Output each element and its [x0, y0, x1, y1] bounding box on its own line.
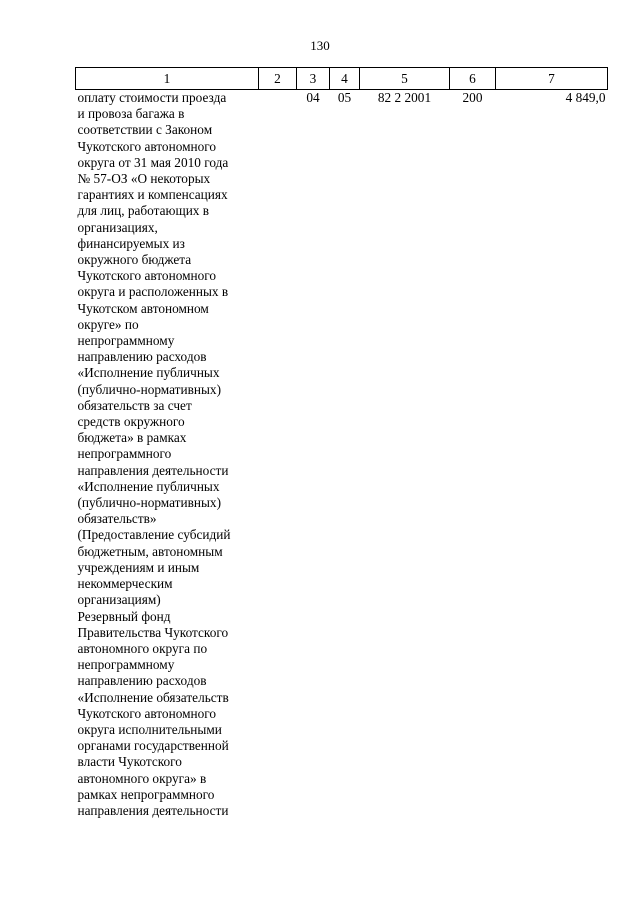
- row-col-2: [259, 609, 297, 820]
- header-col-5: 5: [360, 68, 450, 90]
- header-col-2: 2: [259, 68, 297, 90]
- header-col-4: 4: [330, 68, 360, 90]
- row-col-6: 200: [462, 90, 483, 105]
- row-col-5: 82 2 2001: [377, 90, 432, 105]
- table-row: [76, 609, 608, 820]
- description-text: оплату стоимости проезда и провоза багажа в соответствии с Законом Чукотского автономного округа от 31 мая 2010 года № 57-ОЗ «О некоторых гарантиях и компенсациях для лиц, работающих в организациях, финансируемых из окружного бюджета Чукотского автономного округа и расположенных в Чукотском автономном округе» по непрограммному направлению расходов «Исполнение публичных (публично-нормативных) обязательств за счет средств окружного бюджета» в рамках непрограммного направления деятельности «Исполнение публичных (публично-нормативных) обязательств» (Предоставление субсидий бюджетным, автономным учреждениям и иным некоммерческим организациям): [77, 90, 231, 608]
- header-col-1: 1: [76, 68, 259, 90]
- header-col-6: 6: [450, 68, 496, 90]
- page-number: 130: [310, 38, 330, 53]
- row-col-3: [297, 609, 330, 820]
- header-col-7: 7: [496, 68, 608, 90]
- row-description: [76, 609, 259, 820]
- table-row: [76, 90, 608, 609]
- row-description: [76, 90, 259, 609]
- row-col-2: [259, 90, 297, 609]
- row-col-5: [360, 609, 450, 820]
- row-col-3: 04: [306, 90, 320, 105]
- header-col-3: 3: [297, 68, 330, 90]
- table-header: [76, 68, 608, 90]
- row-col-6: [450, 609, 496, 820]
- description-text: Резервный фонд Правительства Чукотского автономного округа по непрограммному направлению расходов «Исполнение обязательств Чукотского автономного округа исполнительными органами государственной власти Чукотского автономного округа» в рамках непрограммного направления деятельности: [77, 608, 229, 818]
- row-col-7: 4 849,0: [565, 90, 606, 105]
- row-col-4: 05: [337, 90, 352, 105]
- budget-table: [75, 67, 608, 819]
- table-body: [76, 90, 608, 820]
- row-col-4: [330, 609, 360, 820]
- header-row: [76, 68, 608, 90]
- row-col-7: [496, 609, 608, 820]
